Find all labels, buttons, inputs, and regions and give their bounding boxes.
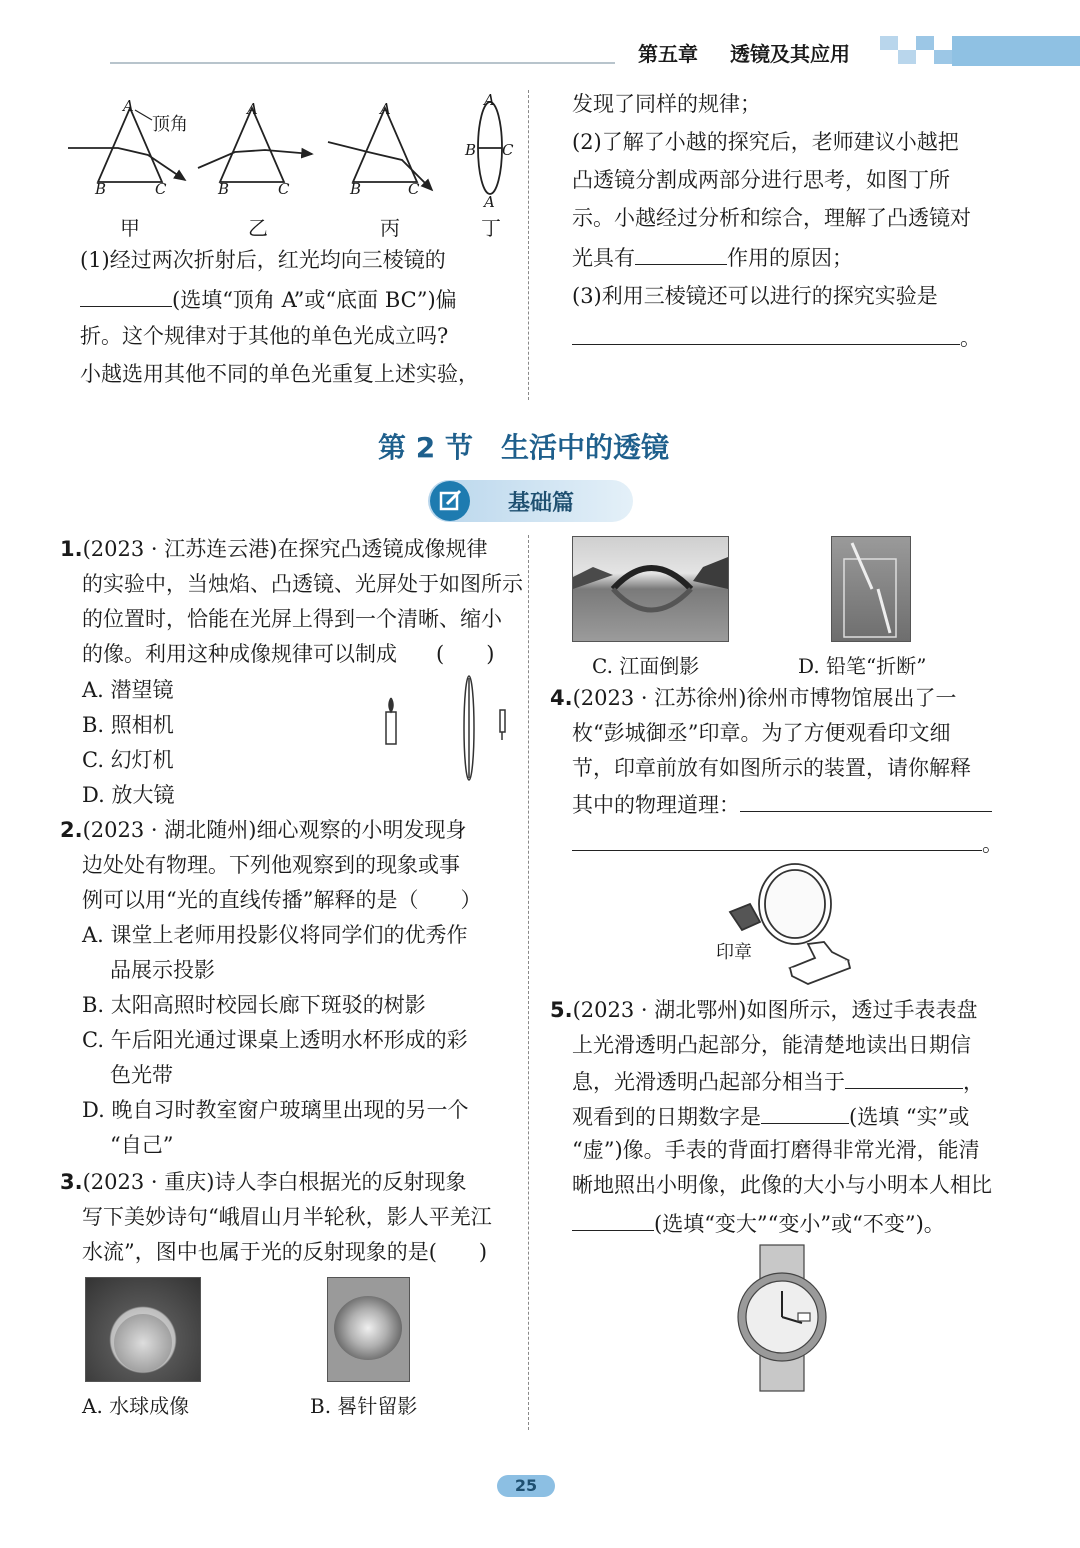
candle-lens-screen-figure	[378, 672, 518, 784]
q1-line-3: 的位置时，恰能在光屏上得到一个清晰、缩小	[82, 607, 502, 631]
label-b1: B	[95, 180, 107, 198]
q2-option-c-cont: 色光带	[110, 1063, 173, 1087]
magnifier-stand-figure	[720, 860, 870, 985]
q2-line-2: 边处处有物理。下列他观察到的现象或事	[82, 853, 460, 877]
section-badge-label: 基础篇	[508, 491, 575, 516]
q2-option-a-cont: 品展示投影	[110, 958, 215, 982]
label-a4: A	[484, 91, 495, 109]
caption-bing: 丙	[380, 216, 400, 240]
section-title: 第 2 节 生活中的透镜	[378, 431, 669, 464]
q4-line-3: 节，印章前放有如图所示的装置，请你解释	[572, 756, 971, 780]
tr-line-7: 。	[572, 324, 981, 350]
q5-line-6: 晰地照出小明像，此像的大小与小明本人相比	[572, 1173, 992, 1197]
q4-line-2: 枚“彭城御丞”印章。为了方便观看印文细	[572, 721, 951, 745]
q1-line-4: 的像。利用这种成像规律可以制成	[82, 642, 397, 666]
label-c4: C	[502, 141, 514, 159]
q5-line-1: 5.(2023 · 湖北鄂州)如图所示，透过手表表盘	[550, 998, 978, 1022]
q3-line-1: 3.(2023 · 重庆)诗人李白根据光的反射现象	[60, 1170, 467, 1194]
lens-ding	[478, 102, 502, 194]
tr-line-2: (2)了解了小越的探究后，老师建议小越把	[572, 130, 959, 154]
q2-option-b[interactable]: B. 太阳高照时校园长廊下斑驳的树影	[82, 993, 426, 1017]
label-apex-angle: 顶角	[152, 114, 188, 135]
q2-line-3[interactable]: 例可以用“光的直线传播”解释的是（ ）	[82, 888, 482, 912]
q1-line-1: 1.(2023 · 江苏连云港)在探究凸透镜成像规律	[60, 537, 488, 561]
q3-caption-d[interactable]: D. 铅笔“折断”	[798, 654, 927, 678]
answer-blank[interactable]	[572, 324, 960, 345]
q3-caption-b[interactable]: B. 晷针留影	[310, 1394, 418, 1418]
q1-option-a[interactable]: A. 潜望镜	[82, 678, 174, 702]
label-b3: B	[350, 180, 362, 198]
q3-caption-a[interactable]: A. 水球成像	[82, 1394, 190, 1418]
label-apex: A	[123, 97, 134, 115]
q1-option-b[interactable]: B. 照相机	[82, 713, 174, 737]
header-rule	[60, 62, 615, 64]
header-chapter: 第五章	[638, 42, 698, 66]
q5-line-7: (选填“变大”“变小”或“不变”)。	[572, 1210, 945, 1236]
caption-yi: 乙	[248, 216, 268, 240]
answer-blank[interactable]	[80, 286, 172, 307]
photo-water-ball	[85, 1277, 201, 1382]
q3-line-3[interactable]: 水流”，图中也属于光的反射现象的是( )	[82, 1240, 488, 1264]
q3-line-2: 写下美妙诗句“峨眉山月半轮秋，影人平羌江	[82, 1205, 492, 1229]
label-c3: C	[408, 180, 420, 198]
q5-line-3: 息，光滑透明凸起部分相当于 ，	[572, 1070, 984, 1094]
q4-line-4: 其中的物理道理：	[572, 791, 992, 817]
caption-ding: 丁	[481, 216, 501, 240]
tr-line-4: 示。小越经过分析和综合，理解了凸透镜对	[572, 206, 971, 230]
tl-line-4: 小越选用其他不同的单色光重复上述实验，	[80, 362, 479, 386]
page-number: 25	[514, 1476, 538, 1495]
q5-line-4: 观看到的日期数字是 (选填 “实”或	[572, 1105, 970, 1129]
q1-option-c[interactable]: C. 幻灯机	[82, 748, 174, 772]
caption-jia: 甲	[120, 216, 140, 240]
tl-line-2: (选填“顶角 A”或“底面 BC”)偏	[80, 286, 457, 312]
header-dash	[60, 62, 110, 64]
edit-icon	[430, 481, 470, 521]
q2-option-c[interactable]: C. 午后阳光通过课桌上透明水杯形成的彩	[82, 1028, 468, 1052]
label-a3: A	[380, 100, 391, 118]
q2-line-1: 2.(2023 · 湖北随州)细心观察的小明发现身	[60, 818, 467, 842]
tl-line-1: (1)经过两次折射后，红光均向三棱镜的	[80, 248, 446, 272]
q1-option-d[interactable]: D. 放大镜	[82, 783, 175, 807]
answer-blank[interactable]	[572, 830, 982, 851]
header-title: 透镜及其应用	[730, 42, 850, 66]
label-c2: C	[278, 180, 290, 198]
prism-bing	[328, 108, 432, 190]
tr-line-1: 发现了同样的规律；	[572, 92, 761, 116]
section-badge	[428, 480, 633, 522]
label-b4: B	[465, 141, 477, 159]
q3-caption-c[interactable]: C. 江面倒影	[592, 654, 700, 678]
q2-option-d-cont: “自己”	[110, 1133, 174, 1157]
q4-line-1: 4.(2023 · 江苏徐州)徐州市博物馆展出了一	[550, 686, 957, 710]
q5-line-2: 上光滑透明凸起部分，能清楚地读出日期信	[572, 1033, 971, 1057]
header-decor-bar	[880, 36, 1080, 66]
column-divider-bottom	[528, 535, 529, 1430]
seal-label: 印章	[716, 942, 752, 963]
label-a5: A	[484, 193, 495, 211]
photo-bridge-reflection	[572, 536, 729, 642]
photo-sundial	[327, 1277, 410, 1382]
q2-option-a[interactable]: A. 课堂上老师用投影仪将同学们的优秀作	[82, 923, 468, 947]
photo-pencil-glass	[831, 536, 911, 642]
q1-line-2: 的实验中，当烛焰、凸透镜、光屏处于如图所示	[82, 572, 523, 596]
tl-line-3: 折。这个规律对于其他的单色光成立吗?	[80, 324, 449, 348]
wristwatch-figure	[732, 1243, 832, 1393]
q4-line-5: 。	[572, 830, 1003, 856]
answer-blank[interactable]	[572, 1210, 654, 1231]
tr-line-3: 凸透镜分割成两部分进行思考，如图丁所	[572, 168, 950, 192]
prism-yi	[198, 108, 312, 182]
tr-line-5: 光具有 作用的原因；	[572, 246, 853, 270]
q2-option-d[interactable]: D. 晚自习时教室窗户玻璃里出现的另一个	[82, 1098, 469, 1122]
tr-line-6: (3)利用三棱镜还可以进行的探究实验是	[572, 284, 938, 308]
label-a2: A	[247, 100, 258, 118]
label-c1: C	[155, 180, 167, 198]
answer-blank[interactable]	[761, 1103, 849, 1124]
column-divider-top	[528, 90, 529, 400]
q5-line-5: “虚”)像。手表的背面打磨得非常光滑，能清	[572, 1138, 980, 1162]
label-b2: B	[218, 180, 230, 198]
q1-answer-brackets[interactable]: ( )	[436, 642, 495, 666]
answer-blank[interactable]	[740, 791, 992, 812]
answer-blank[interactable]	[635, 244, 727, 265]
answer-blank[interactable]	[845, 1068, 963, 1089]
